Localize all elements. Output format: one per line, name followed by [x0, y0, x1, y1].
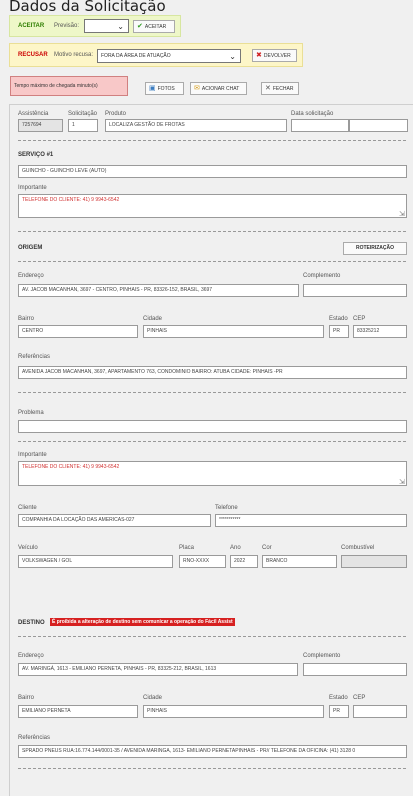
client-label: Cliente — [18, 505, 37, 511]
product-label: Produto — [105, 111, 127, 117]
max-arrival-time-alert: Tempo máximo de chegada minuto(s) — [10, 76, 128, 96]
request-time-field[interactable] — [349, 119, 408, 132]
plate-field[interactable]: RNO-XXXX — [179, 555, 226, 568]
origin-important-textarea[interactable]: TELEFONE DO CLIENTE: 41) 9 9943-6542 — [18, 461, 407, 486]
chevron-down-icon: ⌄ — [229, 52, 236, 61]
request-date-label: Data solicitação — [291, 111, 334, 117]
image-icon: ▣ — [149, 85, 156, 92]
chevron-down-icon: ⌄ — [117, 22, 124, 31]
destination-zip-field[interactable] — [353, 705, 407, 718]
divider — [18, 441, 406, 442]
destination-address-label: Endereço — [18, 653, 44, 659]
accept-button[interactable]: ✔ ACEITAR — [133, 20, 175, 33]
year-label: Ano — [230, 545, 241, 551]
divider — [18, 231, 406, 232]
envelope-icon: ✉ — [194, 85, 200, 92]
page-title: Dados da Solicitação — [9, 0, 166, 15]
origin-city-label: Cidade — [143, 316, 163, 322]
origin-state-label: Estado — [329, 316, 348, 322]
service-field[interactable]: GUINCHO - GUINCHO LEVE (AUTO) — [18, 165, 407, 178]
assistance-label: Assistência — [18, 111, 49, 117]
destination-references-label: Referências — [18, 735, 51, 741]
problem-label: Problema — [18, 410, 44, 416]
accept-label: ACEITAR — [18, 23, 45, 29]
return-button[interactable]: ✖ DEVOLVER — [252, 49, 297, 62]
photos-button[interactable]: ▣ FOTOS — [145, 82, 184, 95]
refuse-reason-select[interactable]: FORA DA ÁREA DE ATUAÇÃO ⌄ — [97, 49, 241, 63]
call-chat-button[interactable]: ✉ ACIONAR CHAT — [190, 82, 247, 95]
origin-address-field[interactable]: AV. JACOB MACANHAN, 3697 - CENTRO, PINHAIS - PR, 83326-152, BRASIL, 3697 — [18, 284, 299, 297]
origin-important-label: Importante — [18, 452, 47, 458]
destination-city-label: Cidade — [143, 695, 163, 701]
routing-button[interactable]: ROTEIRIZAÇÃO — [343, 242, 407, 255]
refuse-reason-label: Motivo recusa: — [54, 52, 94, 58]
refuse-label: RECUSAR — [18, 52, 48, 58]
divider — [18, 636, 406, 637]
request-date-field[interactable] — [291, 119, 349, 132]
problem-field[interactable] — [18, 420, 407, 433]
phone-field[interactable]: *********** — [215, 514, 407, 527]
divider — [18, 261, 406, 262]
destination-district-field[interactable]: EMILIANO PERNETA — [18, 705, 138, 718]
origin-zip-label: CEP — [353, 316, 366, 322]
color-field[interactable]: BRANCO — [262, 555, 337, 568]
year-field[interactable]: 2022 — [230, 555, 258, 568]
color-label: Cor — [262, 545, 272, 551]
assistance-field[interactable]: 7257694 — [18, 119, 63, 132]
forecast-select[interactable] — [84, 19, 129, 33]
close-icon: ✖ — [256, 52, 262, 59]
origin-complement-label: Complemento — [303, 273, 341, 279]
origin-title: ORIGEM — [18, 245, 43, 251]
resize-handle-icon[interactable]: ⇲ — [399, 211, 405, 218]
destination-complement-field[interactable] — [303, 663, 407, 676]
origin-state-field[interactable]: PR — [329, 325, 349, 338]
origin-city-field[interactable]: PINHAIS — [143, 325, 324, 338]
destination-district-label: Bairro — [18, 695, 35, 701]
phone-label: Telefone — [215, 505, 238, 511]
service-title: SERVIÇO #1 — [18, 152, 54, 158]
vehicle-field[interactable]: VOLKSWAGEN / GOL — [18, 555, 173, 568]
destination-title: DESTINO — [18, 620, 45, 626]
destination-zip-label: CEP — [353, 695, 366, 701]
vehicle-label: Veículo — [18, 545, 38, 551]
resize-handle-icon[interactable]: ⇲ — [399, 479, 405, 486]
close-icon: ✕ — [265, 85, 271, 92]
service-important-label: Importante — [18, 185, 47, 191]
divider — [18, 140, 406, 141]
destination-warning: É proibida a alteração de destino sem comunicar a operação do Fácil Assist — [52, 619, 233, 625]
destination-address-field[interactable]: AV. MARINGÁ, 1613 - EMILIANO PERNETA, PINHAIS - PR, 83325-212, BRASIL, 1613 — [18, 663, 298, 676]
destination-state-label: Estado — [329, 695, 348, 701]
request-field[interactable]: 1 — [68, 119, 98, 132]
divider — [18, 768, 406, 769]
origin-address-label: Endereço — [18, 273, 44, 279]
product-field[interactable]: LOCALIZA GESTÃO DE FROTAS — [105, 119, 287, 132]
plate-label: Placa — [179, 545, 195, 551]
fuel-field[interactable] — [341, 555, 407, 568]
client-field[interactable]: COMPANHIA DA LOCAÇÃO DAS AMERICAS-027 — [18, 514, 211, 527]
check-icon: ✔ — [137, 23, 143, 30]
request-label: Solicitação — [68, 111, 98, 117]
close-button[interactable]: ✕ FECHAR — [261, 82, 299, 95]
divider — [18, 392, 406, 393]
destination-state-field[interactable]: PR — [329, 705, 349, 718]
origin-references-label: Referências — [18, 354, 51, 360]
origin-references-field[interactable]: AVENIDA JACOB MACANHAN, 3697, APARTAMENTO 763, CONDOMINIO BAIRRO: ATUBA CIDADE: PINHAIS -PR — [18, 366, 407, 379]
destination-references-field[interactable]: SPRADO PNEUS RUA:16.774.144/0001-35 / AVENIDA MARINGA, 1613- EMILIANO PERNETAPINHAIS - PR// TELEFONE DA OFICINA: (41) 3128 0 — [18, 745, 407, 758]
fuel-label: Combustível — [341, 545, 375, 551]
service-important-textarea[interactable]: TELEFONE DO CLIENTE: 41) 9 9943-6542 — [18, 194, 407, 218]
destination-city-field[interactable]: PINHAIS — [143, 705, 324, 718]
origin-complement-field[interactable] — [303, 284, 407, 297]
destination-complement-label: Complemento — [303, 653, 341, 659]
origin-district-field[interactable]: CENTRO — [18, 325, 138, 338]
forecast-label: Previsão: — [54, 23, 80, 29]
origin-district-label: Bairro — [18, 316, 35, 322]
origin-zip-field[interactable]: 83325212 — [353, 325, 407, 338]
